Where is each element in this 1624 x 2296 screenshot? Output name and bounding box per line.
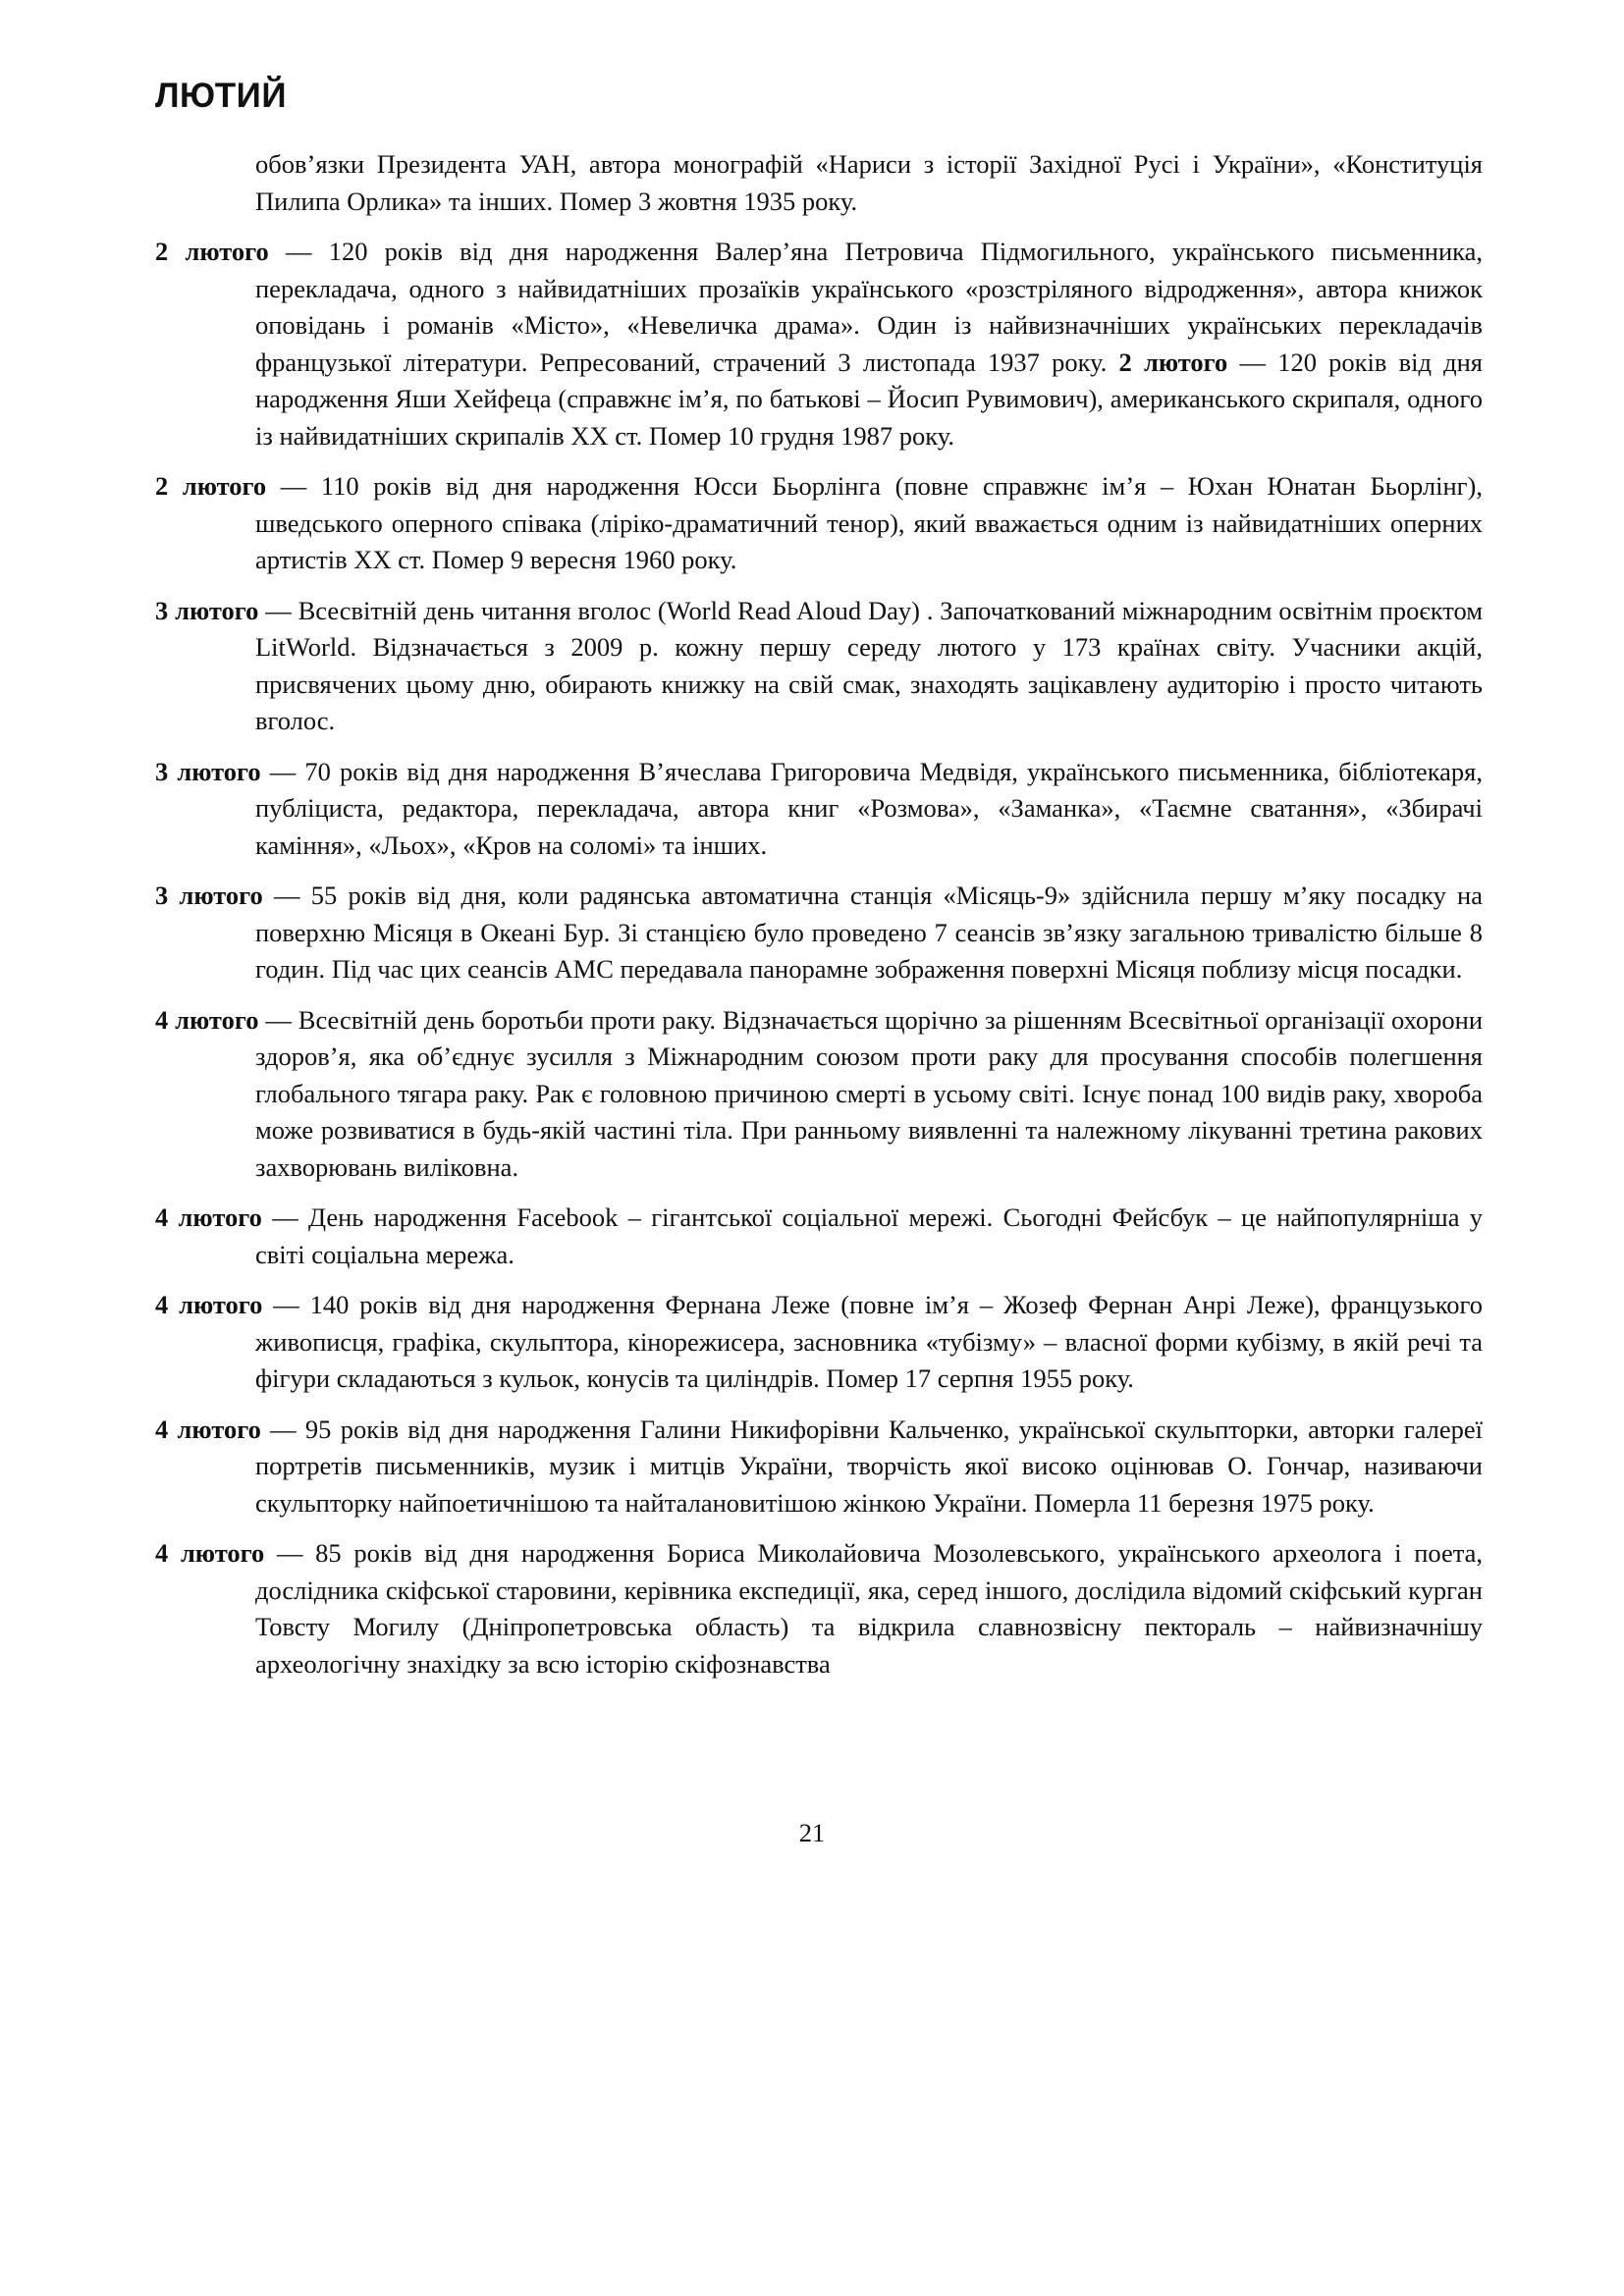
entry-date: 2 лютого [155,471,267,501]
entry-date: 4 лютого [155,1202,262,1232]
entry-date: 4 лютого [155,1414,261,1444]
entry-date: 3 лютого [155,881,263,910]
entry-text: — 55 років від дня, коли радянська автоматична станція «Місяць-9» здійснила першу м’яку посадку на поверхню Місяця в Океані Бур. Зі станцією було проведено 7 сеансів зв’язку загальною тривалістю більше 8 годин. Під час цих сеансів АМС передавала панорамне зображення поверхні Місяця поблизу місця посадки. [255,881,1483,984]
entry-date-second: 2 лютого [1118,347,1228,377]
calendar-entry [155,878,1483,988]
entry-text: — День народження Facebook – гігантської соціальної мережі. Сьогодні Фейсбук – це найпопулярніша у світі соціальна мережа. [255,1202,1483,1269]
entry-text: обов’язки Президента УАН, автора монографій «Нариси з історії Західної Русі і України», «Конституція Пилипа Орлика» та інших. Помер 3 жовтня 1935 року. [255,149,1483,216]
calendar-entry [155,146,1483,220]
entry-date: 3 лютого [155,595,259,625]
entry-text-second: — 120 років від дня народження Яши Хейфеца (справжнє ім’я, по батькові – Йосип Рувимович), американського скрипаля, одного із найвидатніших скрипалів ХХ ст. Помер 10 грудня 1987 року. [255,347,1483,451]
calendar-entry [155,468,1483,579]
calendar-entry [155,1412,1483,1522]
entry-text: — 85 років від дня народження Бориса Миколайовича Мозолевського, українського археолога і поета, дослідника скіфської старовини, керівника експедиції, яка, серед іншого, дослідила відомий скіфський курган Товсту Могилу (Дніпропетровська область) та відкрила славнозвісну пектораль – найвизначнішу археологічну знахідку за всю історію скіфознавства [255,1538,1484,1679]
calendar-entry [155,234,1483,454]
calendar-entry [155,1200,1483,1273]
entry-text: — 120 років від дня народження Валер’яна Петровича Підмогильного, українського письменника, перекладача, одного з найвидатніших прозаїків українського «розстріляного відродження», автора книжок оповідань і романів «Місто», «Невеличка драма». Один із найвизначніших українських перекладачів французької літератури. Репресований, страчений 3 листопада 1937 року. [255,237,1483,377]
entry-date: 2 лютого [155,237,269,266]
entry-text: — 70 років від дня народження В’ячеслава Григоровича Медвідя, українського письменника, бібліотекаря, публіциста, редактора, перекладача, автора книг «Розмова», «Заманка», «Таємне сватання», «Збирачі каміння», «Льох», «Кров на соломі» та інших. [255,756,1483,860]
calendar-entry [155,1535,1483,1682]
entry-date: 4 лютого [155,1290,263,1319]
calendar-entry [155,754,1483,865]
entry-text: — 140 років від дня народження Фернана Леже (повне ім’я – Жозеф Фернан Анрі Леже), французького живописця, графіка, скульптора, кінорежисера, засновника «тубізму» – власної форми кубізму, в якій речі та фігури складаються з кульок, конусів та циліндрів. Помер 17 серпня 1955 року. [255,1290,1483,1393]
entry-text: — Всесвітній день боротьби проти раку. Відзначається щорічно за рішенням Всесвітньої організації охорони здоров’я, яка об’єднує зусилля з Міжнародним союзом проти раку для просування способів полегшення глобального тягара раку. Рак є головною причиною смерті в усьому світі. Існує понад 100 видів раку, хвороба може розвиватися в будь-якій частині тіла. При ранньому виявленні та належному лікуванні третина ракових захворювань виліковна. [255,1004,1484,1182]
entry-text: — Всесвітній день читання вголос (World Read Aloud Day) . Започаткований міжнародним освітнім проєктом LitWorld. Відзначається з 2009 р. кожну першу середу лютого у 173 країнах світу. Учасники акцій, присвячених цьому дню, обирають книжку на свій смак, знаходять зацікавлену аудиторію і просто читають вголос. [255,595,1484,735]
calendar-entry [155,1287,1483,1398]
calendar-entry [155,593,1483,740]
month-heading: ЛЮТИЙ [155,77,287,115]
entry-date: 3 лютого [155,756,261,786]
page-number: 21 [798,1818,826,1847]
calendar-entry [155,1002,1483,1187]
entry-date: 4 лютого [155,1538,265,1568]
calendar-entries [155,146,1483,1696]
entry-text: — 110 років від дня народження Юсси Бьорлінга (повне справжнє ім’я – Юхан Юнатан Бьорлінг), шведського оперного співака (ліріко-драматичний тенор), який вважається одним із найвидатніших оперних артистів ХХ ст. Помер 9 вересня 1960 року. [255,471,1484,574]
entry-date: 4 лютого [155,1004,259,1035]
entry-text: — 95 років від дня народження Галини Никифорівни Кальченко, української скульпторки, авторки галереї портретів письменників, музик і митців України, творчість якої високо оцінював О. Гончар, називаючи скульпторку найпоетичнішою та найталановитішою жінкою України. Померла 11 березня 1975 року. [255,1414,1484,1518]
